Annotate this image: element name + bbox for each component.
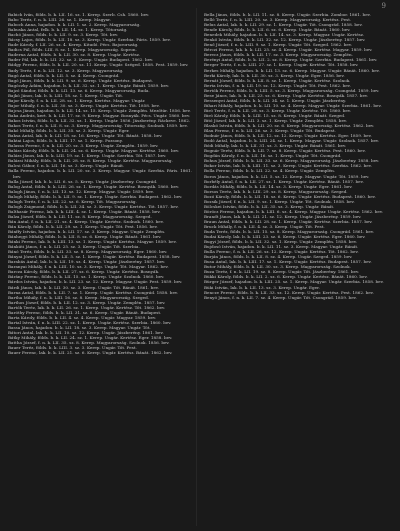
directory-entry: Bese János, lak. b. k. LII. 23. sz. 6. Kerep. Ungár. Kertész. Bosnyák. 1857. bev.: [204, 92, 369, 98]
directory-entry: Biró Károly, földs. b. k. LIII. 15. sz. 8. Kerep. Ungár. Bánát. Szeged.: [204, 112, 346, 118]
column-gutter: [196, 8, 197, 526]
directory-entry: Barta Károly, földs. b. k. LII. 4. sz. 4. Kerep. Ungár. Magyar. 1859. bev.: [8, 314, 157, 320]
directory-entry: Balassa Ferenc, f. n. k. LII. 20. sz. 3. Kerep. Ungár. Zemplén. 1859. bev.: [8, 143, 159, 149]
directory-entry: Blau Ferenc, f. n. k. LII. 26. sz. 3. Kerep. Ungár. Tót. Budapest.: [204, 128, 336, 134]
right-column: [204, 12, 388, 524]
directory-entry: Bernát József, földs. b. k. LII. 8. sz. 1. Kerep. Ungár. Kertész. Szolnok.: [204, 77, 351, 83]
directory-entry: Bozsik József, f. n. k. LII. 9. sz. 1. Kerep. Ungár. Tót. Szolnok. 1858. bev.: [204, 198, 355, 204]
directory-entry: Bárdi János, lak. b. k. LII. 30. sz. 3. Kerep. Ungár. Tót. Bánát. 1861. bev.: [8, 284, 159, 290]
directory-entry: Berta István, f. n. k. LII. 19. sz. 12. Kerep. Ungár. Tót. Pest. 1862. bev.: [204, 82, 351, 88]
directory-entry: Bánki Ferenc, lak. b. k. LIII. 13. sz. 1. Kerep. Ungár. Kertész. Magyar. 1859. bev.: [8, 239, 177, 245]
directory-entry: Balogh Teréz, f. n. k. LII. 22. sz. 6. Kerep. Tót. Magyarország.: [8, 198, 137, 204]
directory-entry: Balla Ferenc, hajadon. b. k. LII. 20. sz. 3. Kerep. Magyar. Ungár. Szerbia. Páris. 1861. bev.: [8, 168, 192, 179]
directory-entry: Bencze Ferenc, földs. b. k. LII. 33. sz. 12. Kerep. Ungár. Kertész. Pest. 1862. bev.: [204, 289, 374, 295]
directory-entry: Bachó János, földs. b. k. LII. 9. sz. 3. Kerep. Tót. bev.: [8, 32, 119, 38]
directory-entry: Bajor Károly, f. n. k. LII. 28. sz. 1. Kerep. Kertész. Magyar. Ungár.: [8, 97, 146, 103]
directory-entry: Barna Antal, földs. b. k. LII. 7. sz. 1. Kerep. Ungár. Kertész. Csongrád. 1858. bev.: [8, 289, 179, 295]
directory-entry: Bakó Mihály, földs. b. k. LII. 35. sz. 3. Kerep. Ungár. Eger.: [8, 128, 130, 134]
directory-entry: Bogdán Károly, f. n. k. LII. 16. sz. 1. Kerep. Ungár. Tót. Csongrád.: [204, 153, 342, 159]
directory-entry: Bodnár János, földs. b. k. LII. 12. sz. 12. Kerep. Ungár. Kertész. Eger. 1859. bev.: [204, 133, 372, 139]
directory-entry: Bagóczky Ádám, hajadon. b. k. LII. 32. sz. 1. Kerep. Ungár. Bánát. 1859. bev.: [8, 82, 170, 88]
directory-entry: Bajor Mihály, f. n. k. LII. 30. sz. 3. Kerep. Ungár. Kertész. Tót. 1858. bev.: [8, 102, 160, 108]
directory-entry: Balogh Zsigmond, földs. b. k. LII. 34. sz. 3. Kerep. Ungár. Kertész. Tót. 1857. bev.: [8, 203, 179, 209]
directory-entry: Bárány Ferenc, földs. b. k. LII. 15. sz. 1. Kerep. Ungár. Szolnok. 1860. bev.: [8, 274, 165, 280]
directory-entry: Bajzó Sándor, földs. b. k. LII. 13. sz. 6. Kerep. Magyarország. Buda.: [8, 87, 150, 93]
directory-entry: Buza Teréz, f. n. k. LII. 19. sz. 8. Kerep. Ungár. Tót. Jászberény. 1861. bev.: [204, 269, 360, 275]
directory-entry: Bürger József, hajadon. b. k. LIII. 25. sz. 1. Kerep. Magyar. Ungár. Szerbia. 1858. bev.: [204, 279, 384, 285]
directory-entry: Bartha Mihály, f. n. k. LIII. 16. sz. 8. Kerep. Magyarország. Szeged.: [8, 294, 150, 300]
directory-entry: Bader Pál, lak. b. k. LII. 32. sz. 3. Kerep. Ungár. Budapest. 1862. bev.: [8, 57, 154, 63]
directory-entry: Bartal István, f. n. k. LIII. 22. sz. 1. Kerep. Ungár. Kertész. Szerbia. 1860. bev.: [8, 319, 172, 325]
directory-entry: Berkes Mihály, hajadon. b. k. LII. 13. sz. 6. Kerep. Magyar. Ungár. Bánát. 1860. bev.: [204, 67, 380, 73]
directory-entry: Balogh Mihály, földs. b. k. LII. 9. sz. 1. Kerep. Ungár. Szerbia. Budapest. 1862. bev.: [8, 193, 183, 199]
directory-entry: Baksa Antal, lak. b. k. LII. 18. sz. 16. Kerep. Ungár. Tót. Bánát. 1858. bev.: [8, 133, 163, 139]
directory-entry: Bozó Károly, földs. b. k. LII. 18. sz. 6. Kerep. Ungár. Kertész. Budapest. 1860. bev.: [204, 193, 376, 199]
directory-entry: Baka András, kert. b. k. LII. 17. sz. 9. Kerep. Magyar. Bosnyák. Pécs. Ungár. 1860. bev.: [8, 112, 191, 118]
directory-entry: Bajkó János, lak. b. k. LIII. 18. sz. 1. Kerep. Ungár. Tót.: [8, 92, 124, 98]
directory-entry: Bohus József, földs. b. k. LII. 33. sz. 6. Kerep. Magyarország. Jászberény. 1858. bev.: [204, 158, 380, 164]
directory-entry: Bán Károly, földs. b. k. LII. 29. sz. 1. Kerep. Ungár. Tót. Pest. 1856. bev.: [8, 223, 158, 229]
directory-entry: Butor Mihály, földs. b. k. LII. 30. sz. 3. Kerep. Magyarország. Szolnok.: [204, 264, 351, 270]
directory-entry: Busa Antal, lak. b. k. LIII. 17. sz. 1. Kerep. Ungár. Kertész. Budapest. 1857. bev.: [204, 259, 372, 265]
directory-entry: Benkő István, földs. b. k. LII. 32. sz. 12. Kerep. Ungár. Jászberény. 1857. bev.: [204, 37, 366, 43]
left-column: [8, 12, 192, 524]
directory-entry: Bölcskei István, földs. b. k. LII. 35. sz. 3. Kerep. Ungár. Bánát.: [204, 203, 335, 209]
directory-entry: Babich Iván, földs. b. k. LII. 16. sz. 1. Kerep. Szerb. Csh. 1860. bev.: [8, 12, 150, 17]
directory-entry: Bódi Mihály, lak. b. k. LII. 31. sz. 3. Kerep. Ungár. Bánát. 1861. bev.: [204, 143, 347, 149]
directory-entry: Bassa János, hajadon. b. k. LII. 18. sz. 3. Kerep. Magyar. Ungár. Tót.: [8, 324, 151, 330]
directory-entry: Bognár Teréz, földs. b. k. LII. 7. sz. 8. Kerep. Ungár. Kertész. Pest. 1860. bev.: [204, 148, 366, 154]
directory-entry: Burján János, földs. b. k. LII. 8. sz. 4. Kerep. Ungár. Szeged. 1859. bev.: [204, 254, 353, 260]
directory-entry: Balázsi Mihály, földs. b. k. LII. 28. sz. 8. Kerep. Ungár. Kertész. Magyarország.: [8, 158, 173, 164]
directory-entry: Bauer Teréz, földs. b. k. LIII. 3. sz. 3. Kerep. Ungár. Tót. Pest.: [8, 345, 137, 351]
directory-entry: Babo Teréz, f. n. k. LIII. 26. sz. 1. Kerep. Magyar.: [8, 17, 111, 23]
directory-entry: Bolla Ferenc, földs. b. k. LII. 22. sz. 4. Kerep. Ungár. Zemplén.: [204, 168, 336, 174]
directory-entry: Bade Károly, f. LII. 26. sz. 4. Kerep. Kitudó. Pécs. Bajorország.: [8, 42, 139, 48]
directory-entry: Bujdosó István, hajadon. b. k. LII. 11. sz. 3. Kerep. Magyar. Ungár. Bánát.: [204, 244, 359, 250]
directory-entry: Bessenyei Antal, földs. b. k. LII. 34. sz. 1. Kerep. Ungár. Jászberény.: [204, 97, 347, 103]
directory-entry: Bartók Teréz, lak. b. k. LII. 26. sz. 1. Kerep. Ungár. Kertész. Tót. 1862. bev.: [8, 304, 166, 310]
directory-entry: Benyó János, f. n. k. LII. 7. sz. 4. Kerep. Ungár. Tót. Csongrád. 1859. bev.: [204, 294, 357, 300]
directory-entry: Bady Teréz, f. n. k. LII. 12. sz. 3. Kerep. Magyarország.: [8, 67, 124, 73]
directory-entry: Balthasár Ferenc, lak. b. k. LIII. 4. sz. 1. Kerep. Ungár. Bánát. 1858. bev.: [8, 208, 161, 214]
directory-entry: Baktai Lajos, földs. b. k. LIII. 17. sz. 1. Kerep. Pozsony.: [8, 138, 123, 144]
directory-entry: Bányai József, földs. b. k. LII. 5. sz. 1. Kerep. Ungár. Kertész. Budapest. 1858. bev.: [8, 254, 181, 260]
directory-entry: Balcsi Gábor, f. n. k. LII. 16. sz. 3. Kerep. Ungár. Bánát.: [8, 163, 125, 169]
directory-entry: Bitó József, lak. b. k. LII. 3. sz. 1. Kerep. Ungár. Zemplén. 1858. bev.: [204, 117, 348, 123]
directory-entry: Bakos Teréz, f. n. k. LII. 8. sz. 3. Kerep. Magyarország. Tótország. Szolnok. 1859. bev.: [8, 123, 188, 129]
directory-entry: Bükki Károly, földs. b. k. LII. 2. sz. 6. Kerep. Ungár. Kertész. Bánát. 1860. bev.: [204, 274, 368, 280]
directory-entry: Bagó Antal, földs. b. k. LII. 5. sz. 4. Kerep. Csongrád.: [8, 72, 120, 78]
directory-entry: Bertók Ferenc, földs. b. k. LIII. 5. sz. 3. Kerep. Magyarország. Csongrád. 1859. bev.: [204, 87, 380, 93]
directory-entry: Berger Teréz, f. n. k. LIII. 27. sz. 1. Kerep. Ungár. Kertész. Tót. 1858. bev.: [204, 62, 359, 68]
directory-entry: Bácsy Lajos, földs. b. k. LII. 18. sz. 3. Kerep. Ungár. Szerbia. Páris. 1859. bev.: [8, 37, 171, 43]
directory-entry: Balázs Károly, földs. b. k. LII. 24. sz. 6. Kerep. Ungár. Magyar. Kertész. 1860. bev.: [8, 148, 180, 154]
directory-entry: Badics Pál, földs. LIII. 8. sz. 1. Kerep. Magyarország. Sopron.: [8, 47, 137, 53]
directory-entry: Brandt János, lak. b. k. LII. 21. sz. 12. Kerep. Ungár. Jászberény. 1859. bev.: [204, 213, 362, 219]
directory-entry: Benedek Mihály, hajadon. b. k. LII. 14. sz. 3. Kerep. Magyar. Ungár. Kertész.: [204, 32, 365, 38]
directory-entry: Berecz János, földs. b. k. LII. 17. sz. 3. Kerep. Magyarország. Zemplén.: [204, 52, 353, 58]
directory-entry: Baboch Anna, hajadon. b. k. LII. 1. sz. 2. Kerep. Magyarország.: [8, 22, 141, 28]
directory-entry: Bauer Ferenc, lak. b. k. LII. 21. sz. 6. Kerep. Ungár. Kertész. Bánát. 1862. bev.: [8, 350, 173, 356]
directory-entry: Bán Antal, f. n. k. LII. 21. sz. 4. Kerep. Ungár. Kertész. Szolnok. 1860. bev.: [8, 218, 164, 224]
directory-entry: Belus Antal, lak. b. k. LII. 29. sz. 1. Kerep. Ungár. Tót. Csongrád. 1858. bev.: [204, 22, 363, 28]
directory-entry: Bende Károly, földs. b. k. LII. 6. sz. 6. Kerep. Ungár. Bánát. 1860. bev.: [204, 27, 351, 33]
directory-entry: Bánó Teréz, földs. b. k. LII. 33. sz. 8. Kerep. Magyarország. Eger. 1860. bev.: [8, 249, 168, 255]
directory-entry: Balog Antal, földs. b. k. LIII. 26. sz. 1. Kerep. Ungár. Kertész. Bosnyák. 1860. bev.: [8, 183, 180, 189]
directory-entry: Baranyai Mihály, f. n. k. LIII. 10. sz. 3. Kerep. Ungár. Tót. Magyar. 1862. bev.: [8, 264, 169, 270]
directory-entry: Bátky Mihály, földs. b. k. LII. 24. sz. 1. Kerep. Ungár. Kertész. Eger. 1858. bev.: [8, 335, 173, 340]
directory-entry: Bajcsa János, hajadon. b. k. LII. 14. sz. 15. Kerep. Ungár. Zemplén. Mezőtúr. 1856. bev.: [8, 107, 191, 113]
directory-entry: Berki Károly, lak. b. k. LII. 30. sz. 3. Kerep. Ungár. Eger. 1856. bev.: [204, 72, 345, 78]
directory-entry: Balla József, lak. b. k. LII. 6. sz. 5. Kerep. Ungár. Jászberény. Csongrád.: [8, 178, 158, 184]
directory-entry: Biró Teréz, f. n. k. LII. 28. sz. 3. Kerep. Ungár. Kertész. Tót. 1860. bev.: [204, 107, 352, 113]
directory-entry: Baderna Antal, földs. b. k. LII. 30. sz. 8. Kerep. Ungár. Kertész.: [8, 52, 141, 58]
directory-entry: Bagó János, földs. b. k. LII. 9. sz. 6. Kerep. Ungár. Kertész. Budapest.: [8, 77, 154, 83]
page-number: 9: [381, 2, 386, 10]
directory-entry: Bodó Antal, hajadon. b. k. LIII. 24. sz. 1. Kerep. Magyar. Ungár. Szolnok. 1857. bev.: [204, 138, 380, 144]
directory-entry: Bordás Mihály, földs. b. k. LII. 14. sz. 3. Kerep. Ungár. Eger. 1861. bev.: [204, 183, 353, 189]
directory-entry: Bugyi József, földs. b. k. LII. 32. sz. 1. Kerep. Ungár. Zemplén. 1858. bev.: [204, 239, 357, 245]
directory-entry: Barcza Károly, földs. b. k. LII. 27. sz. 6. Kerep. Ungár. Kertész. Bosnyák.: [8, 269, 160, 275]
directory-entry: Bádgy Ferenc, földs. b. k. LII. 20. sz. 11. Kerep. Ungár. Széged. 1858. Pest. 1859. bev.: [8, 62, 189, 68]
directory-entry: Belló Teréz, f. n. k. LIII. 20. sz. 3. Kerep. Magyarország. Kertész. Pest.: [204, 17, 352, 23]
directory-entry: Balza József, földs. b. k. LII. 11. sz. 8. Kerep. Magyarország. Szeged.: [8, 213, 152, 219]
directory-entry: Bihari Mihály, hajadon. b. k. LII. 10. sz. 4. Kerep. Magyar. Ungár. Szerbia. 1861. bev.: [204, 102, 382, 108]
directory-entry: Babuska Antal, felk. b. k. LII. 14. sz. 1. Kerep. Tótország.: [8, 27, 128, 33]
directory-entry: Berényi Antal, földs. b. k. LII. 2. sz. 8. Kerep. Ungár. Szerbia. Budapest. 1861. bev.: [204, 57, 378, 63]
directory-entry: Baróthy Ferenc, földs. b. k. LII. 31. sz. 6. Kerep. Ungár. Bánát. Budapest.: [8, 309, 162, 315]
directory-entry: Barthos József, földs. b. k. LII. 12. sz. 3. Kerep. Ungár. Zemplén. 1857. bev.: [8, 299, 166, 305]
directory-entry: Büki István, lak. b. k. LII. 13. sz. 3. Kerep. Ungár. Eger.: [204, 284, 320, 290]
directory-entry: Balázs János, lak. b. k. LIII. 19. sz. 1. Kerep. Ungár. Szerbia. Tót. 1857. bev.: [8, 153, 167, 159]
directory-entry: Bokor István, lak. b. k. LIII. 11. sz. 3. Kerep. Ungár. Kertész. Szerbia. 1862. bev.: [204, 163, 372, 169]
directory-entry: Bárdos István, hajadon. b. k. LII. 23. sz. 12. Kerep. Magyar. Ungár. Pest. 1859. bev.: [8, 279, 183, 285]
directory-entry: Budai Károly, lak. b. k. LIII. 23. sz. 6. Kerep. Ungár. Kertész. Eger. 1860. bev.: [204, 234, 366, 240]
directory-entry: Battha József, f. n. k. LII. 35. sz. 8. Kerep. Magyarország. Szolnok. 1856. bev.: [8, 340, 170, 346]
directory-entry: Borbély Antal, f. n. k. LII. 27. sz. 1. Kerep. Ungár. Kertész. Bánát. 1857. bev.: [204, 178, 364, 184]
directory-entry: Bruck Mihály, f. n. k. LII. 4. sz. 3. Kerep. Ungár. Tót. Pest.: [204, 223, 325, 229]
directory-entry: Borsos Teréz, lak. b. k. LIII. 29. sz. 8. Kerep. Magyarország. Szeged.: [204, 188, 348, 194]
directory-entry: Buda Teréz, földs. b. k. LII. 15. sz. 8. Kerep. Magyarország. Csongrád. 1861. bev.: [204, 229, 375, 235]
directory-entry: Braun Antal, földs. b. k. LII. 28. sz. 1. Kerep. Ungár. Kertész. Szerbia. 1857. bev.: [204, 218, 373, 224]
directory-entry: Blaskó István, földs. b. k. LII. 20. sz. 6. Kerep. Magyarország. Kertész. 1862. bev.: [204, 123, 375, 129]
directory-entry: Bánkúti János, f. n. k. LII. 25. sz. 3. Kerep. Ungár. Tót. Szerbia.: [8, 244, 140, 250]
directory-entry: Bakos István, földs. b. k. LII. 32. sz. 1. Kerep. Ungár. 1856. Jászberény. Ráckeve. 1862.: [8, 117, 191, 123]
directory-entry: Böröcz Ferenc, hajadon. b. k. LIII. 6. sz. 4. Kerep. Magyar. Ungár. Kertész. 1862. bev.: [204, 208, 383, 214]
directory-entry: Bulla Ferenc, f. n. k. LII. 26. sz. 12. Kerep. Ungár. Kertész. Tót. 1862. bev.: [204, 249, 359, 255]
directory-entry: Benő József, f. n. k. LIII. 9. sz. 1. Kerep. Ungár. Tót. Szeged. 1862. bev.: [204, 42, 353, 48]
directory-entry: Boros János, hajadon. b. k. LII. 5. sz. 12. Kerep. Magyar. Ungár. Tót. 1859. bev.: [204, 173, 370, 179]
directory-entry: Bérczi Ferenc, lak. b. k. LII. 25. sz. 4. Kerep. Ungár. Kertész. Magyar. 1859. bev.: [204, 47, 373, 53]
directory-entry: Bánffy István, hajadon. b. k. LII. 17. sz. 3. Kerep. Magyar. Ungár. Zemplén.: [8, 229, 166, 235]
directory-entry: Bátori Antal, lak. b. k. LII. 10. sz. 12. Kerep. Ungár. Jászberény. 1861. bev.: [8, 329, 164, 335]
directory-entry: Barabás Antal, lak. b. k. LII. 19. sz. 4. Kerep. Ungár. Jászberény. 1857. bev.: [8, 259, 166, 265]
directory-entry: Balogh János, f. n. k. LII. 13. sz. 12. Kerep. Magyar. Ungár. 1859. bev.: [8, 188, 154, 194]
directory-entry: Bánhegyi Mihály, földs. b. k. LII. 8. sz. 6. Kerep. Ungár. Bánát. 1861. bev.: [8, 234, 162, 240]
directory-entry: Bella János, földs. b. k. LII. 11. sz. 8. Kerep. Ungár. Szerbia. Zombor. 1861. bev.: [204, 12, 371, 17]
